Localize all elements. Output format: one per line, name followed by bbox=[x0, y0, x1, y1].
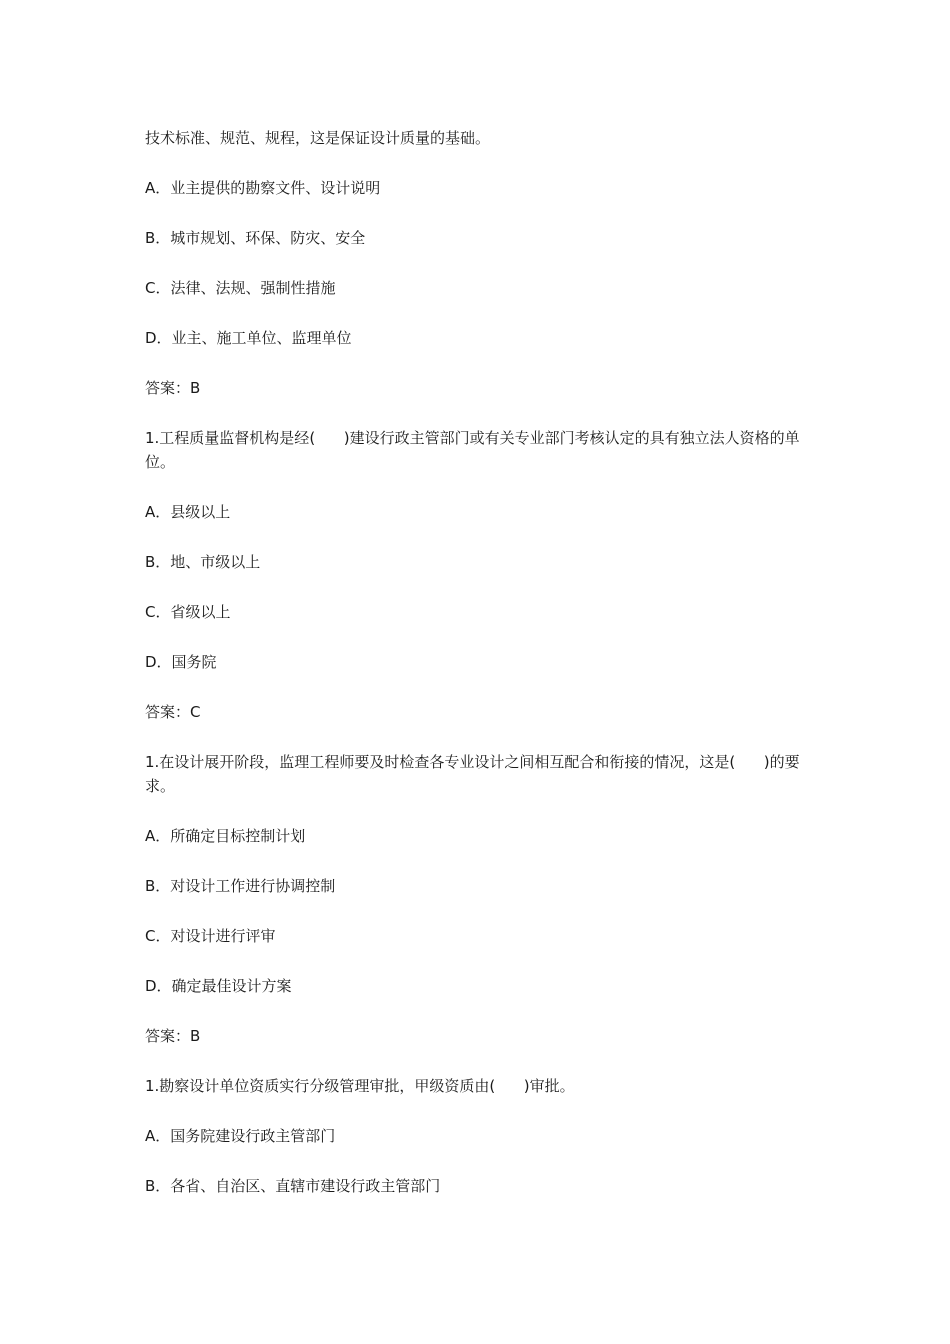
option-c: C．法律、法规、强制性措施 bbox=[145, 279, 336, 297]
option-a: A．业主提供的勘察文件、设计说明 bbox=[145, 179, 381, 197]
option-b: B．地、市级以上 bbox=[145, 553, 261, 571]
option-a: A．所确定目标控制计划 bbox=[145, 827, 306, 845]
option-d: D．业主、施工单位、监理单位 bbox=[145, 329, 352, 347]
question-stem: 1.勘察设计单位资质实行分级管理审批，甲级资质由( )审批。 bbox=[145, 1077, 575, 1095]
option-d: D．国务院 bbox=[145, 653, 217, 671]
question-stem-continued: 技术标准、规范、规程，这是保证设计质量的基础。 bbox=[145, 129, 491, 147]
question-stem: 1.在设计展开阶段，监理工程师要及时检查各专业设计之间相互配合和衔接的情况，这是( )的要求。 bbox=[145, 753, 800, 795]
option-c: C．省级以上 bbox=[145, 603, 231, 621]
document-page bbox=[145, 126, 815, 1224]
option-a: A．县级以上 bbox=[145, 503, 231, 521]
answer: 答案：C bbox=[145, 703, 201, 721]
option-b: B．城市规划、环保、防灾、安全 bbox=[145, 229, 366, 247]
answer: 答案：B bbox=[145, 1027, 201, 1045]
question-stem: 1.工程质量监督机构是经( )建设行政主管部门或有关专业部门考核认定的具有独立法人资格的单位。 bbox=[145, 429, 800, 471]
option-b: B．对设计工作进行协调控制 bbox=[145, 877, 336, 895]
option-d: D．确定最佳设计方案 bbox=[145, 977, 292, 995]
answer: 答案：B bbox=[145, 379, 201, 397]
option-b: B．各省、自治区、直辖市建设行政主管部门 bbox=[145, 1177, 441, 1195]
option-a: A．国务院建设行政主管部门 bbox=[145, 1127, 336, 1145]
option-c: C．对设计进行评审 bbox=[145, 927, 276, 945]
